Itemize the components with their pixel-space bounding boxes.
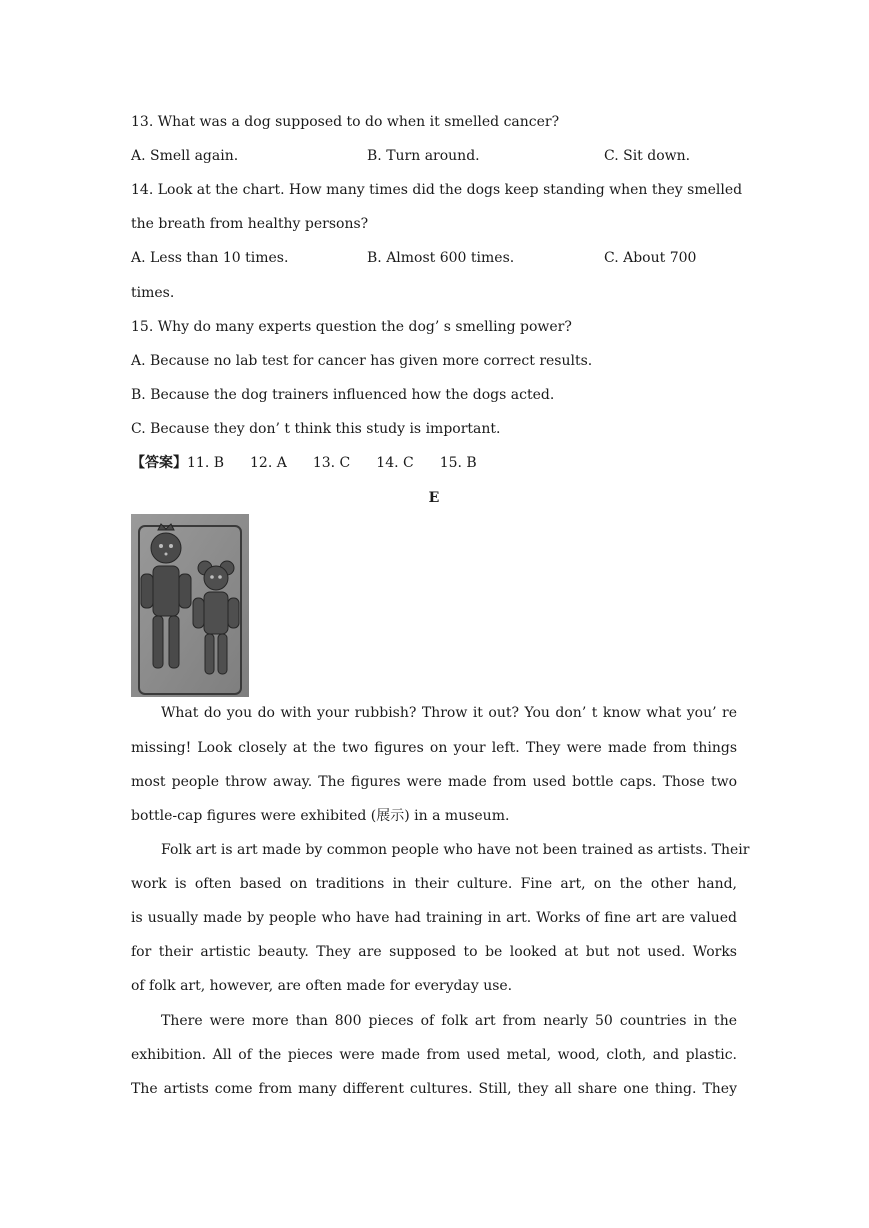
question-14-line-2: the breath from healthy persons?: [131, 216, 369, 232]
q14-option-b: B. Almost 600 times.: [367, 250, 515, 266]
passage-line: There were more than 800 pieces of folk art from nearly 50 countries in the: [161, 1013, 737, 1029]
answer-12: 12. A: [250, 455, 287, 471]
q14-option-a: A. Less than 10 times.: [131, 250, 289, 266]
bottle-cap-figures-image: [131, 514, 249, 697]
q15-option-c: C. Because they don’ t think this study is important.: [131, 421, 501, 437]
bottle-cap-figures-photo: [131, 514, 249, 697]
passage-line: exhibition. All of the pieces were made from used metal, wood, cloth, and plastic.: [131, 1047, 737, 1063]
passage-line: Folk art is art made by common people who have not been trained as artists. Their: [161, 842, 750, 858]
question-15: 15. Why do many experts question the dog’ s smelling power?: [131, 319, 572, 335]
q15-option-a: A. Because no lab test for cancer has given more correct results.: [131, 353, 593, 369]
answer-11: 11. B: [187, 455, 225, 471]
q14-option-c: C. About 700: [604, 250, 697, 266]
passage-line: The artists come from many different cultures. Still, they all share one thing. They: [131, 1081, 737, 1097]
q14-option-c-wrap: times.: [131, 285, 175, 301]
passage-line: is usually made by people who have had training in art. Works of fine art are valued: [131, 910, 737, 926]
q13-option-a: A. Smell again.: [131, 148, 239, 164]
q13-option-c: C. Sit down.: [604, 148, 691, 164]
q15-option-b: B. Because the dog trainers influenced how the dogs acted.: [131, 387, 555, 403]
passage-line: What do you do with your rubbish? Throw it out? You don’ t know what you’ re: [161, 705, 737, 721]
answer-14: 14. C: [376, 455, 414, 471]
passage-line: bottle-cap figures were exhibited (展示) in a museum.: [131, 808, 510, 824]
answer-13: 13. C: [312, 455, 351, 471]
q13-option-b: B. Turn around.: [367, 148, 480, 164]
section-heading: E: [428, 490, 440, 506]
answer-key: [131, 454, 737, 472]
answer-15: 15. B: [439, 455, 477, 471]
passage-line: for their artistic beauty. They are supposed to be looked at but not used. Works: [131, 944, 737, 960]
passage-line: missing! Look closely at the two figures on your left. They were made from things: [131, 740, 737, 756]
passage-line: work is often based on traditions in their culture. Fine art, on the other hand,: [131, 876, 737, 892]
answer-label: 【答案】: [131, 455, 187, 471]
passage-line: most people throw away. The figures were made from used bottle caps. Those two: [131, 774, 737, 790]
question-13: 13. What was a dog supposed to do when it smelled cancer?: [131, 114, 560, 130]
passage-line: of folk art, however, are often made for everyday use.: [131, 978, 513, 994]
question-14-line-1: 14. Look at the chart. How many times did the dogs keep standing when they smelled: [131, 182, 743, 198]
